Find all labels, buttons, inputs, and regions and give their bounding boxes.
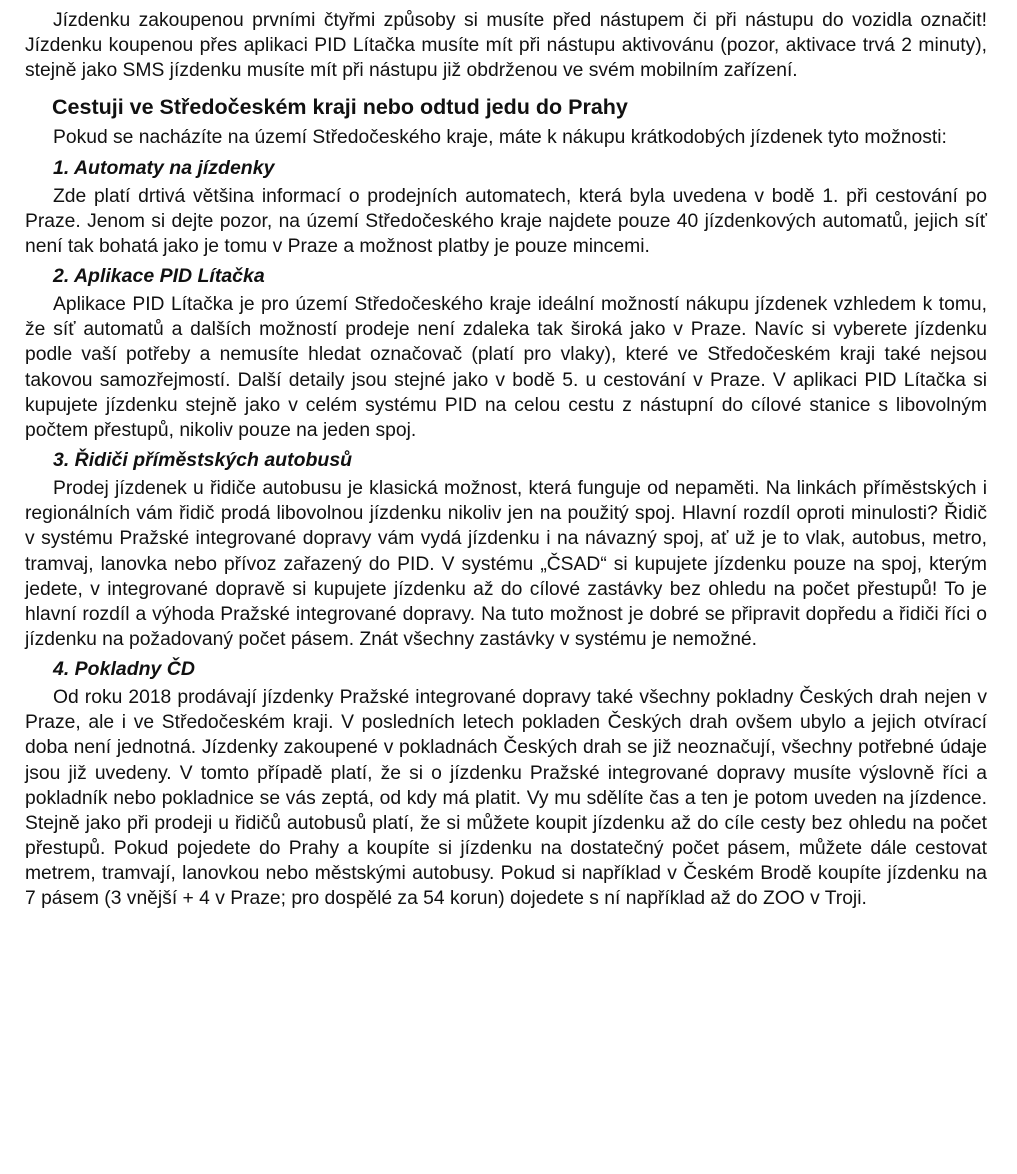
item-text-ridici: Prodej jízdenek u řidiče autobusu je klasická možnost, která funguje od nepaměti. Na linkách příměstských i regionálních vám řidič prodá libovolnou jízdenku nikoliv jen na použitý spoj. Hlavní rozdíl oproti minulosti? Řidič v systému Pražské integrované dopravy vám vydá jízdenku i na návazný spoj, ať už je to vlak, autobus, metro, tramvaj, lanovka nebo přívoz zařazený do PID. V systému „ČSAD“ si kupujete jízdenku pouze na spoj, kterým jedete, v integrované dopravě si kupujete jízdenku až do cílové zastávky bez ohledu na počet přestupů! To je hlavní rozdíl a výhoda Pražské integrované dopravy. Na tuto možnost je dobré se připravit dopředu a řidiči říci o jízdenku na požadovaný počet pásem. Znát všechny zastávky v systému je nemožné. bbox=[25, 478, 987, 650]
intro-paragraph: Jízdenku zakoupenou prvními čtyřmi způsoby si musíte před nástupem či při nástupu do vozidla označit! Jízdenku koupenou přes aplikaci PID Lítačka musíte mít při nástupu aktivovánu (pozor, aktivace trvá 2 minuty), stejně jako SMS jízdenku musíte mít při nástupu již obdrženou ve svém mobilním zařízení. bbox=[25, 10, 987, 82]
item-text-pokladny: Od roku 2018 prodávají jízdenky Pražské integrované dopravy také všechny pokladny Českých drah nejen v Praze, ale i ve Středočeském kraji. V posledních letech pokladen Českých drah ovšem ubylo a jejich otvírací doba není jednotná. Jízdenky zakoupené v pokladnách Českých drah se již neoznačují, všechny potřebné údaje jsou již uvedeny. V tomto případě platí, že si o jízdenku Pražské integrované dopravy musíte výslovně říci a pokladník nebo pokladnice se vás zeptá, od kdy má platit. Vy mu sdělíte čas a ten je potom uveden na jízdence. Stejně jako při prodeji u řidičů autobusů platí, že si můžete koupit jízdenku až do cíle cesty bez ohledu na počet přestupů. Pokud pojedete do Prahy a koupíte si jízdenku na dostatečný počet pásem, můžete dále cestovat metrem, tramvají, lanovkou nebo městskými autobusy. Pokud si například v Českém Brodě koupíte jízdenku na 7 pásem (3 vnější + 4 v Praze; pro dospělé za 54 korun) dojedete s ní například až do ZOO v Troji. bbox=[25, 687, 987, 910]
item-heading-aplikace: 2. Aplikace PID Lítačka bbox=[53, 265, 265, 288]
section-heading: Cestuji ve Středočeském kraji nebo odtud jedu do Prahy bbox=[52, 95, 628, 120]
item-text-aplikace: Aplikace PID Lítačka je pro území Středočeského kraje ideální možností nákupu jízdenek vzhledem k tomu, že síť automatů a dalších možností prodeje není zdaleka tak široká jako v Praze. Navíc si vyberete jízdenku podle vaší potřeby a nemusíte hledat označovač (platí pro vlaky), které ve Středočeském kraji také nejsou takovou samozřejmostí. Další detaily jsou stejné jako v bodě 5. u cestování v Praze. V aplikaci PID Lítačka si kupujete jízdenku stejně jako v celém systému PID na celou cestu z nástupní do cílové stanice s libovolným počtem přestupů, nikoliv pouze na jeden spoj. bbox=[25, 294, 987, 441]
item-heading-pokladny: 4. Pokladny ČD bbox=[53, 658, 195, 681]
item-heading-ridici: 3. Řidiči příměstských autobusů bbox=[53, 449, 353, 472]
document-page bbox=[25, 8, 987, 912]
item-text-automaty: Zde platí drtivá většina informací o prodejních automatech, která byla uvedena v bodě 1. při cestování po Praze. Jenom si dejte pozor, na území Středočeského kraje najdete pouze 40 jízdenkových automatů, jejich síť není tak bohatá jako je tomu v Praze a možnost platby je pouze mincemi. bbox=[25, 185, 987, 257]
section-lead-paragraph: Pokud se nacházíte na území Středočeského kraje, máte k nákupu krátkodobých jízdenek tyto možnosti: bbox=[53, 127, 947, 149]
item-heading-automaty: 1. Automaty na jízdenky bbox=[53, 156, 275, 179]
